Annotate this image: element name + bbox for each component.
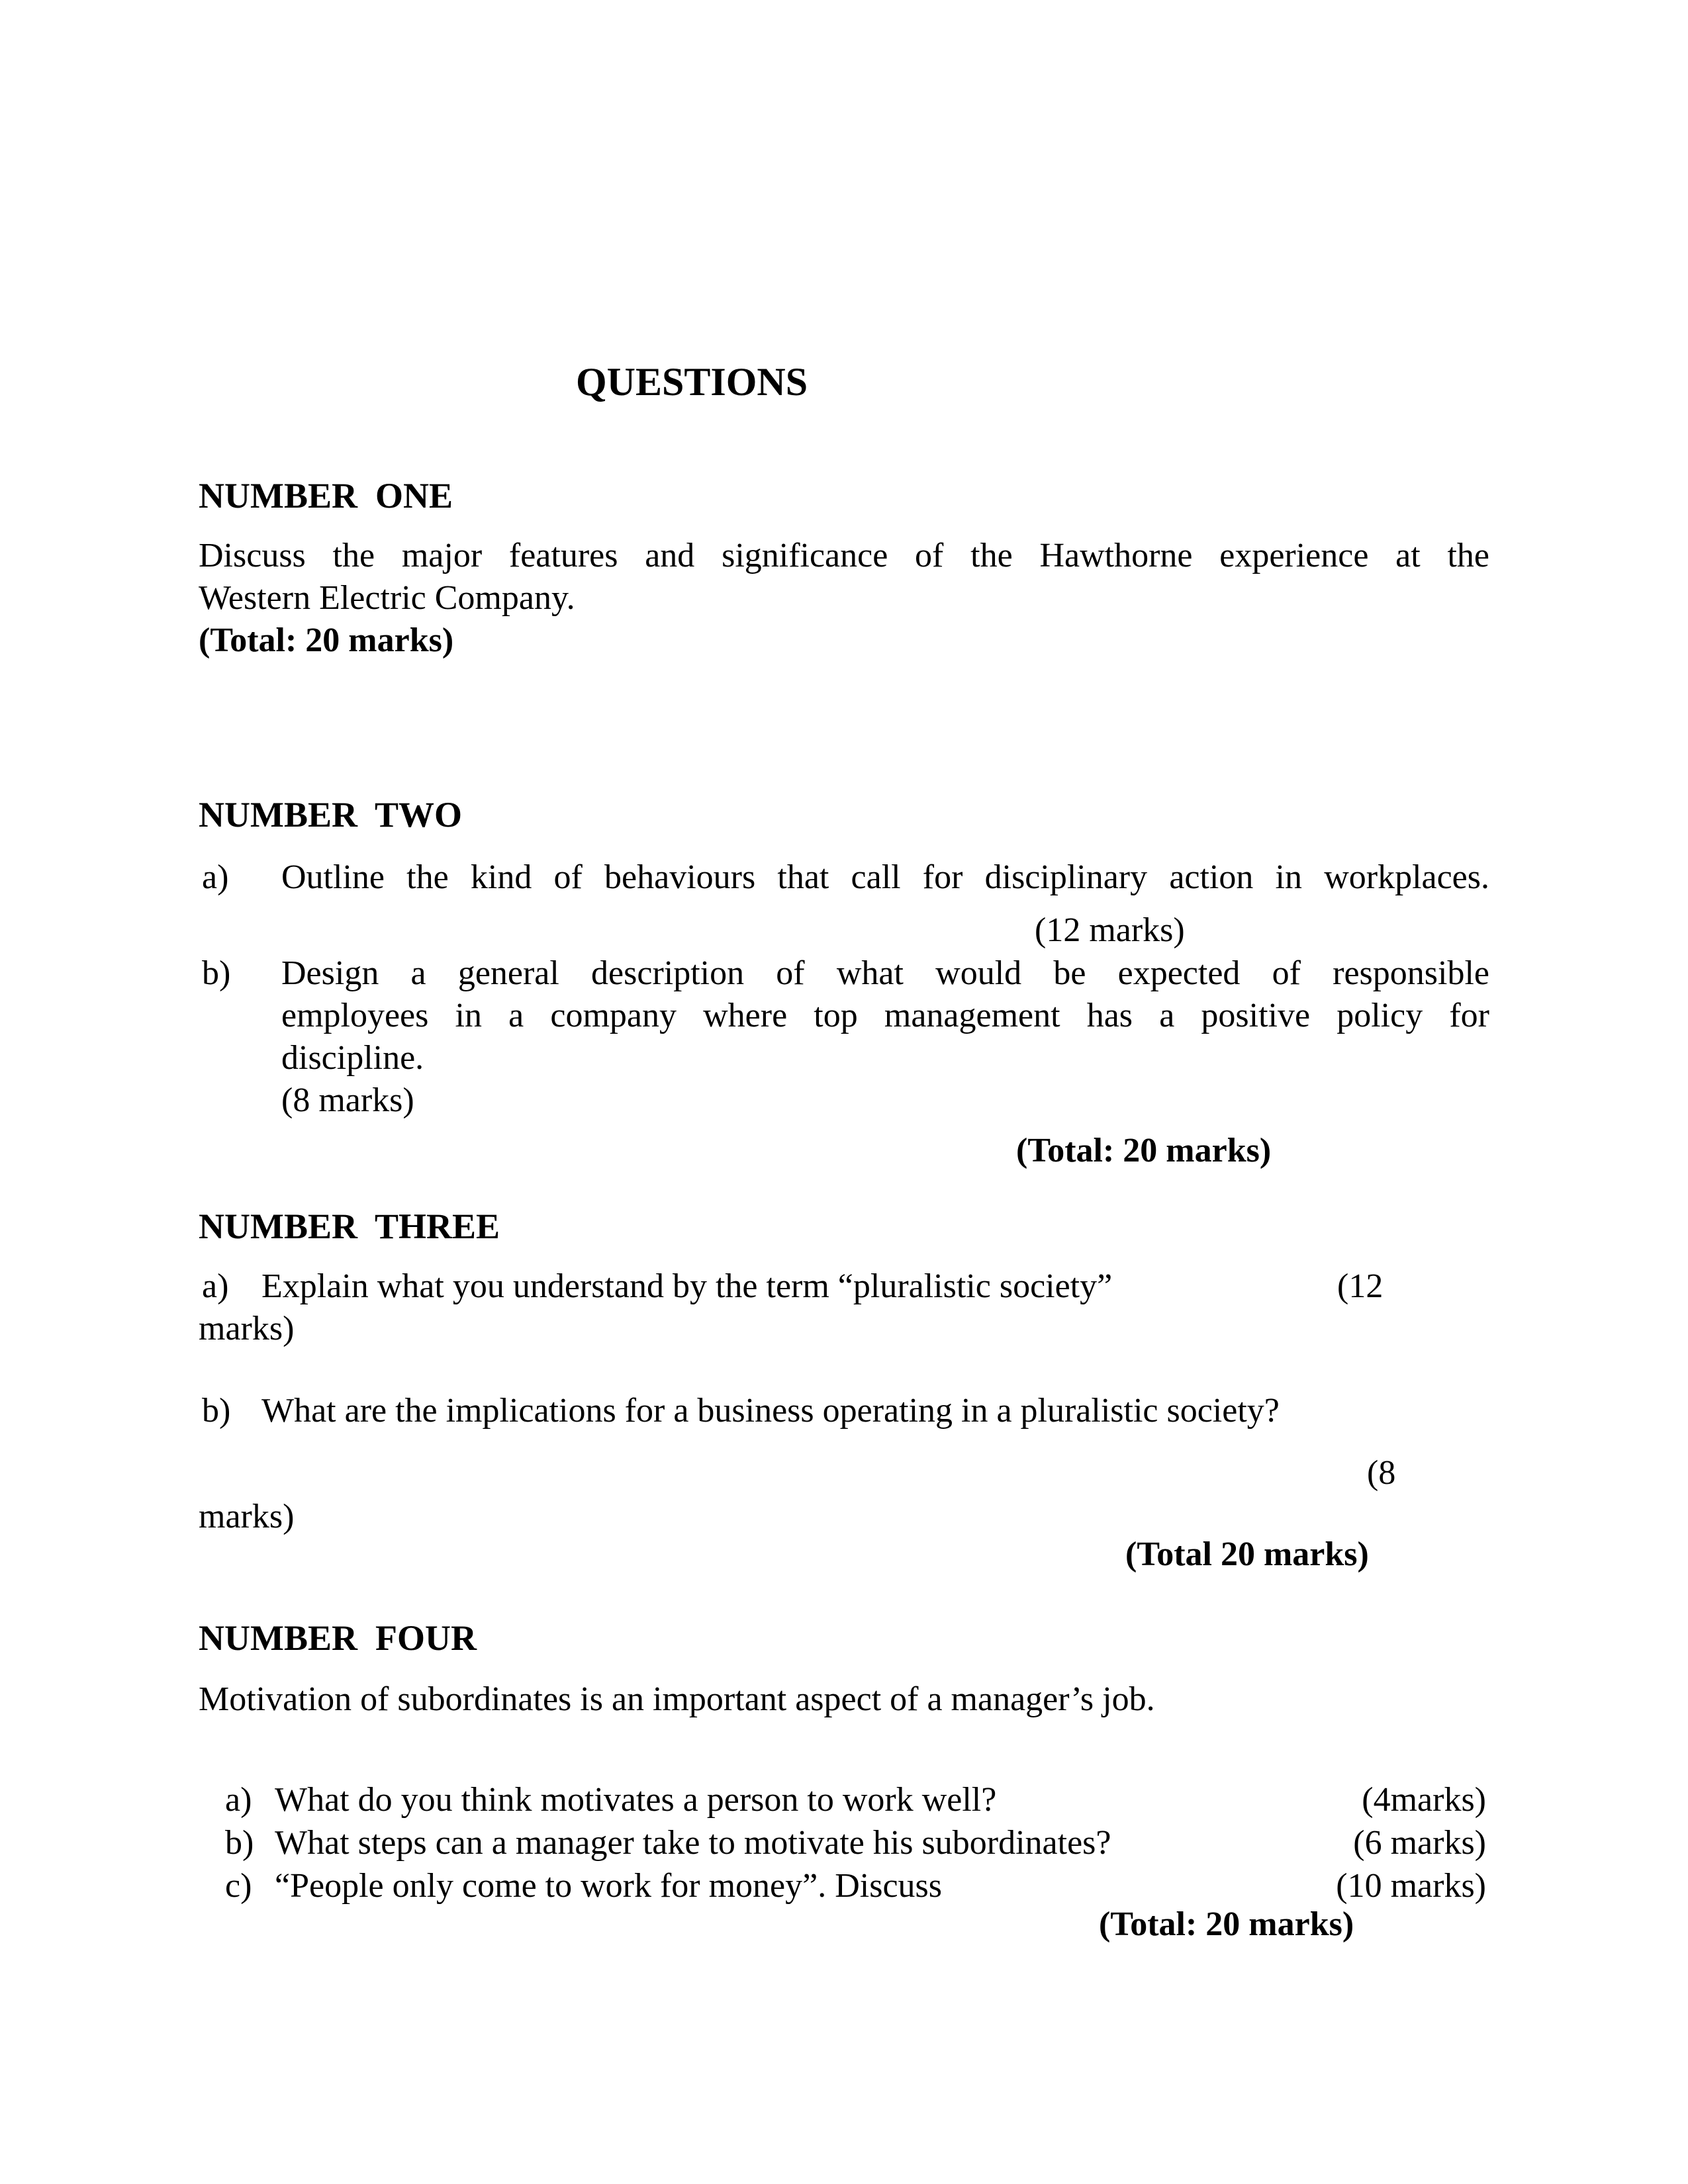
q3-item-a-marks-open: (12 — [1337, 1267, 1383, 1305]
q2-heading: NUMBER TWO — [199, 795, 463, 835]
q2-item-b-line-1: Design a general description of what would be expected of responsible — [281, 954, 1489, 992]
q2-item-b-line-3: discipline. — [281, 1039, 424, 1077]
q4-item-b-marker: b) — [225, 1824, 254, 1862]
q4-item-c-text: “People only come to work for money”. Discuss — [275, 1867, 943, 1905]
q2-item-a-line: Outline the kind of behaviours that call for disciplinary action in workplaces. — [281, 858, 1489, 896]
q2-item-b-marker: b) — [202, 954, 231, 992]
q3-item-a-marker: a) — [202, 1267, 229, 1305]
q1-total-marks: (Total: 20 marks) — [199, 621, 454, 659]
q1-body-line-1: Discuss the major features and significance of the Hawthorne experience at the — [199, 537, 1489, 574]
q2-item-b-marks: (8 marks) — [281, 1081, 414, 1119]
q1-body-line-2: Western Electric Company. — [199, 579, 575, 617]
q3-item-b-marks-close: marks) — [199, 1498, 295, 1535]
q4-item-a — [225, 1779, 1486, 1821]
q1-heading: NUMBER ONE — [199, 476, 453, 516]
document-title: QUESTIONS — [576, 360, 808, 404]
q2-item-b-text — [281, 952, 1489, 1122]
q4-item-a-marks: (4marks) — [1362, 1781, 1486, 1819]
q4-item-a-text: What do you think motivates a person to work well? — [275, 1781, 997, 1819]
q3-item-b-marks-open: (8 — [1367, 1454, 1396, 1492]
q3-item-a-text: Explain what you understand by the term “pluralistic society” — [261, 1267, 1113, 1305]
q2-total-marks: (Total: 20 marks) — [1016, 1132, 1272, 1169]
q4-item-a-marker: a) — [225, 1781, 252, 1819]
q3-item-a-marks-close: marks) — [199, 1310, 295, 1347]
q2-item-b-line-2: employees in a company where top management has a positive policy for — [281, 997, 1489, 1034]
q2-item-a-marks: (12 marks) — [1035, 911, 1185, 949]
q4-intro: Motivation of subordinates is an important aspect of a manager’s job. — [199, 1680, 1155, 1718]
q3-heading: NUMBER THREE — [199, 1206, 500, 1246]
q3-item-b-marker: b) — [202, 1392, 231, 1430]
q4-total-marks: (Total: 20 marks) — [1099, 1905, 1354, 1943]
q3-item-b-text: What are the implications for a business operating in a pluralistic society? — [261, 1392, 1280, 1430]
q4-item-c-marks: (10 marks) — [1336, 1867, 1486, 1905]
q1-body — [199, 535, 1489, 662]
q4-item-b-text: What steps can a manager take to motivate his subordinates? — [275, 1824, 1111, 1862]
q4-heading: NUMBER FOUR — [199, 1618, 477, 1658]
q4-item-c — [225, 1865, 1486, 1907]
q3-total-marks: (Total 20 marks) — [1125, 1535, 1369, 1573]
q2-item-a-marker: a) — [202, 858, 229, 896]
q4-item-c-marker: c) — [225, 1867, 252, 1905]
q4-item-b — [225, 1822, 1486, 1864]
q2-item-a-text — [281, 856, 1489, 899]
q4-item-b-marks: (6 marks) — [1353, 1824, 1486, 1862]
